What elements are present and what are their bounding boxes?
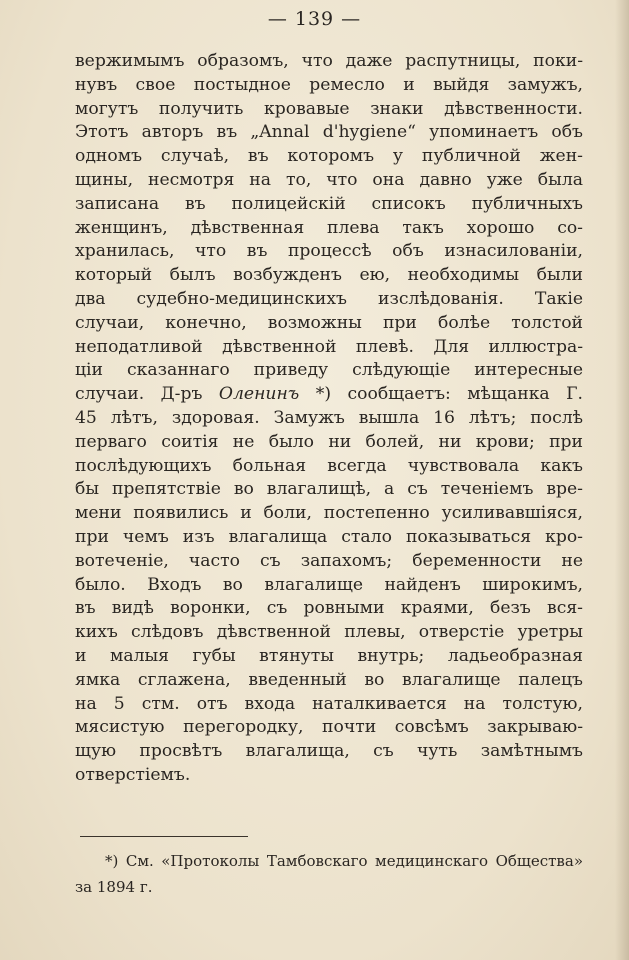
footnote-line: *) См. «Протоколы Тамбовскаго медицинскаго Общества» xyxy=(105,852,583,870)
text-line: могутъ получить кровавые знаки дѣвственности. xyxy=(75,98,583,119)
text-line: ціи сказаннаго приведу слѣдующіе интересные xyxy=(75,360,583,381)
text-line: въ видѣ воронки, съ ровными краями, безъ вся- xyxy=(75,598,583,619)
text-line: бы препятствіе во влагалищѣ, а съ теченіемъ вре- xyxy=(75,479,583,500)
body-text xyxy=(75,50,583,788)
text-line: перваго соитія не было ни болей, ни крови; при xyxy=(75,431,583,452)
text-line: кихъ слѣдовъ дѣвственной плевы, отверстіе уретры xyxy=(75,622,583,643)
text-line: вержимымъ образомъ, что даже распутницы, поки- xyxy=(75,51,583,71)
text-line: случаи, конечно, возможны при болѣе толстой xyxy=(75,312,583,333)
footnote-divider xyxy=(80,836,248,837)
text-line: два судебно-медицинскихъ изслѣдованія. Такіе xyxy=(75,288,583,309)
text-line: нувъ свое постыдное ремесло и выйдя замужъ, xyxy=(75,74,583,95)
text-line: вотеченіе, часто съ запахомъ; беременности не xyxy=(75,550,583,571)
text-line: мясистую перегородку, почти совсѣмъ закрываю- xyxy=(75,717,583,738)
text-line: хранилась, что въ процессѣ объ изнасилованіи, xyxy=(75,241,583,262)
text-line: отверстіемъ. xyxy=(75,764,191,785)
footnote xyxy=(75,848,583,900)
text-line: 45 лѣтъ, здоровая. Замужъ вышла 16 лѣтъ; послѣ xyxy=(75,407,583,428)
text-line: записана въ полицейскій списокъ публичныхъ xyxy=(75,193,583,214)
text-line: на 5 стм. отъ входа наталкивается на толстую, xyxy=(75,693,583,714)
line-start: случаи. Д-ръ xyxy=(75,384,203,405)
text-line: одномъ случаѣ, въ которомъ у публичной жен- xyxy=(75,146,583,167)
text-line: Этотъ авторъ въ „Annal d'hygiene“ упоминаетъ объ xyxy=(75,122,583,143)
line-end: *) сообщаетъ: мѣщанка Г. xyxy=(299,384,583,405)
text-line: женщинъ, дѣвственная плева такъ хорошо со- xyxy=(75,217,583,238)
text-line: который былъ возбужденъ ею, необходимы были xyxy=(75,265,583,286)
text-line: при чемъ изъ влагалища стало показываться кро- xyxy=(75,526,583,547)
text-line: неподатливой дѣвственной плевѣ. Для иллюстра- xyxy=(75,336,583,357)
text-line: щую просвѣтъ влагалища, съ чуть замѣтнымъ xyxy=(75,741,583,762)
text-line: было. Входъ во влагалище найденъ широкимъ, xyxy=(75,574,583,595)
text-line: ямка сглажена, введенный во влагалище палецъ xyxy=(75,669,583,690)
footnote-line: за 1894 г. xyxy=(75,878,153,896)
text-line: и малыя губы втянуты внутрь; ладьеобразная xyxy=(75,645,583,666)
text-line: щины, несмотря на то, что она давно уже была xyxy=(75,169,583,190)
page-number: — 139 — xyxy=(267,8,362,30)
text-line: послѣдующихъ больная всегда чувствовала какъ xyxy=(75,455,583,476)
text-line-with-name xyxy=(75,383,583,407)
doctor-name: Оленинъ xyxy=(218,384,300,405)
text-line: мени появились и боли, постепенно усиливавшіяся, xyxy=(75,503,583,524)
